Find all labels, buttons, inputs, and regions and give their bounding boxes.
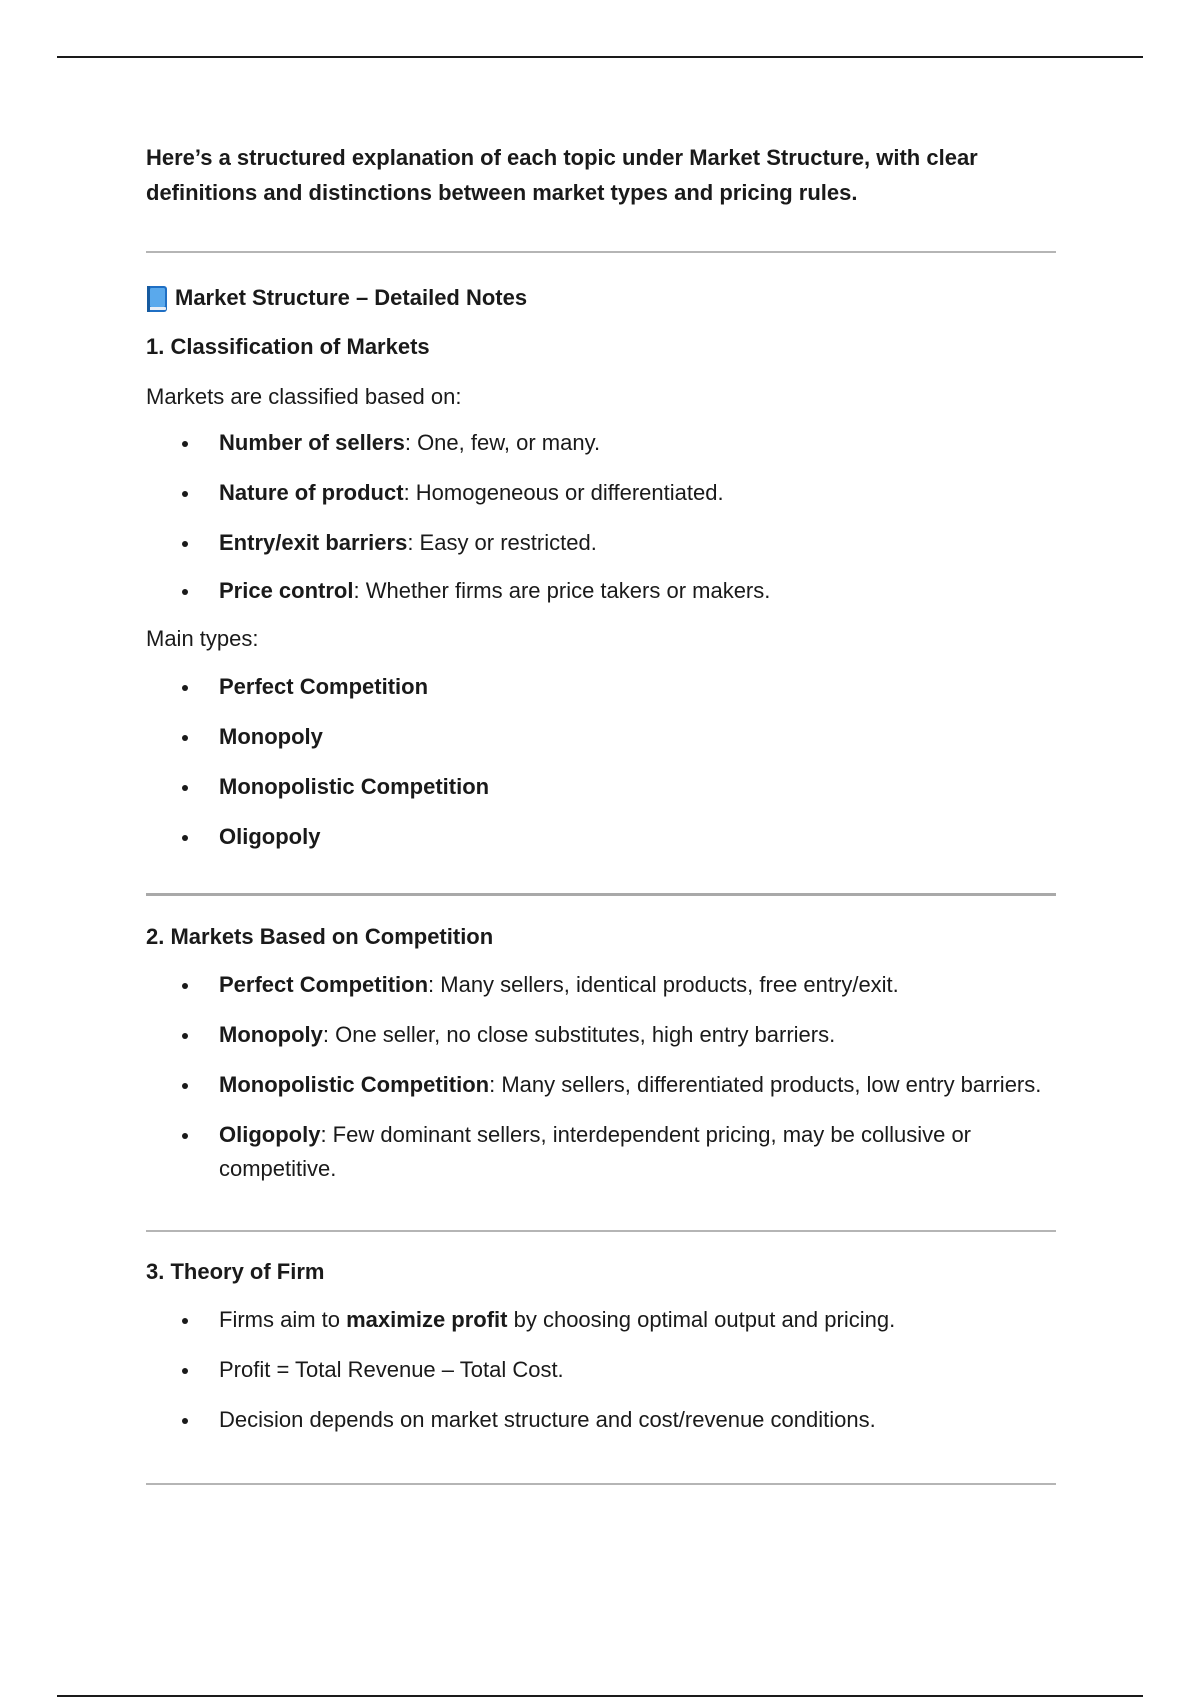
bullet-icon <box>182 541 188 547</box>
bullet-icon <box>182 589 188 595</box>
bullet-icon <box>182 685 188 691</box>
bullet-icon <box>182 441 188 447</box>
blue-book-icon <box>146 285 166 311</box>
market-type: Perfect Competition <box>219 674 429 699</box>
term: Monopoly <box>219 1022 323 1047</box>
market-types-list <box>146 670 1056 854</box>
description: : Easy or restricted. <box>407 530 597 555</box>
document-body <box>146 140 1056 1485</box>
page-bottom-rule <box>57 1695 1143 1697</box>
list-item <box>146 1353 1056 1387</box>
list-item <box>146 1018 1056 1052</box>
term: Nature of product <box>219 480 404 505</box>
description: : One, few, or many. <box>404 430 601 455</box>
list-item <box>146 574 1056 608</box>
term: Entry/exit barriers <box>219 530 408 555</box>
bullet-icon <box>182 983 188 989</box>
list-item <box>146 526 1056 560</box>
description: : Homogeneous or differentiated. <box>403 480 724 505</box>
bullet-icon <box>182 491 188 497</box>
description: : Whether firms are price takers or makers. <box>353 578 771 603</box>
bullet-icon <box>182 735 188 741</box>
page-top-rule <box>57 56 1143 58</box>
term: Number of sellers <box>219 430 405 455</box>
section-heading-competition: 2. Markets Based on Competition <box>146 924 494 949</box>
classification-lead: Markets are classified based on: <box>146 384 462 409</box>
text-post: by choosing optimal output and pricing. <box>507 1307 896 1332</box>
text-pre: Firms aim to <box>219 1307 347 1332</box>
list-item <box>146 1403 1056 1437</box>
types-lead: Main types: <box>146 626 259 651</box>
list-item <box>146 1118 1056 1186</box>
section-heading-classification: 1. Classification of Markets <box>146 334 430 359</box>
description: : Many sellers, differentiated products, low entry barriers. <box>489 1072 1042 1097</box>
list-item <box>146 1068 1056 1102</box>
doc-title-row <box>146 283 1056 313</box>
classification-criteria-list <box>146 426 1056 608</box>
emphasis: maximize profit <box>346 1307 508 1332</box>
list-item <box>146 426 1056 460</box>
bullet-icon <box>182 785 188 791</box>
term: Oligopoly <box>219 1122 321 1147</box>
section-divider <box>146 251 1056 253</box>
list-item <box>146 968 1056 1002</box>
list-item <box>146 670 1056 704</box>
market-type: Monopoly <box>219 724 323 749</box>
doc-title: Market Structure – Detailed Notes <box>175 285 528 310</box>
section-heading-theory-of-firm: 3. Theory of Firm <box>146 1259 325 1284</box>
bullet-icon <box>182 835 188 841</box>
section-divider <box>146 1483 1056 1485</box>
term: Perfect Competition <box>219 972 429 997</box>
description: : Many sellers, identical products, free entry/exit. <box>428 972 899 997</box>
bullet-icon <box>182 1133 188 1139</box>
list-item <box>146 476 1056 510</box>
theory-of-firm-list <box>146 1303 1056 1437</box>
term: Monopolistic Competition <box>219 1072 490 1097</box>
market-type: Monopolistic Competition <box>219 774 490 799</box>
competition-list <box>146 968 1056 1186</box>
list-item <box>146 1303 1056 1337</box>
bullet-icon <box>182 1083 188 1089</box>
list-item <box>146 720 1056 754</box>
list-item <box>146 820 1056 854</box>
term: Price control <box>219 578 354 603</box>
description: : One seller, no close substitutes, high entry barriers. <box>322 1022 836 1047</box>
decision-note: Decision depends on market structure and cost/revenue conditions. <box>219 1407 876 1432</box>
market-type: Oligopoly <box>219 824 321 849</box>
intro-paragraph: Here’s a structured explanation of each topic under Market Structure, with clear definitions and distinctions between market types and pricing rules. <box>146 145 978 205</box>
bullet-icon <box>182 1318 188 1324</box>
bullet-icon <box>182 1418 188 1424</box>
list-item <box>146 770 1056 804</box>
section-divider <box>146 893 1056 896</box>
profit-formula: Profit = Total Revenue – Total Cost. <box>219 1357 564 1382</box>
description: : Few dominant sellers, interdependent pricing, may be collusive or competitive. <box>219 1122 971 1181</box>
bullet-icon <box>182 1033 188 1039</box>
section-divider <box>146 1230 1056 1232</box>
bullet-icon <box>182 1368 188 1374</box>
